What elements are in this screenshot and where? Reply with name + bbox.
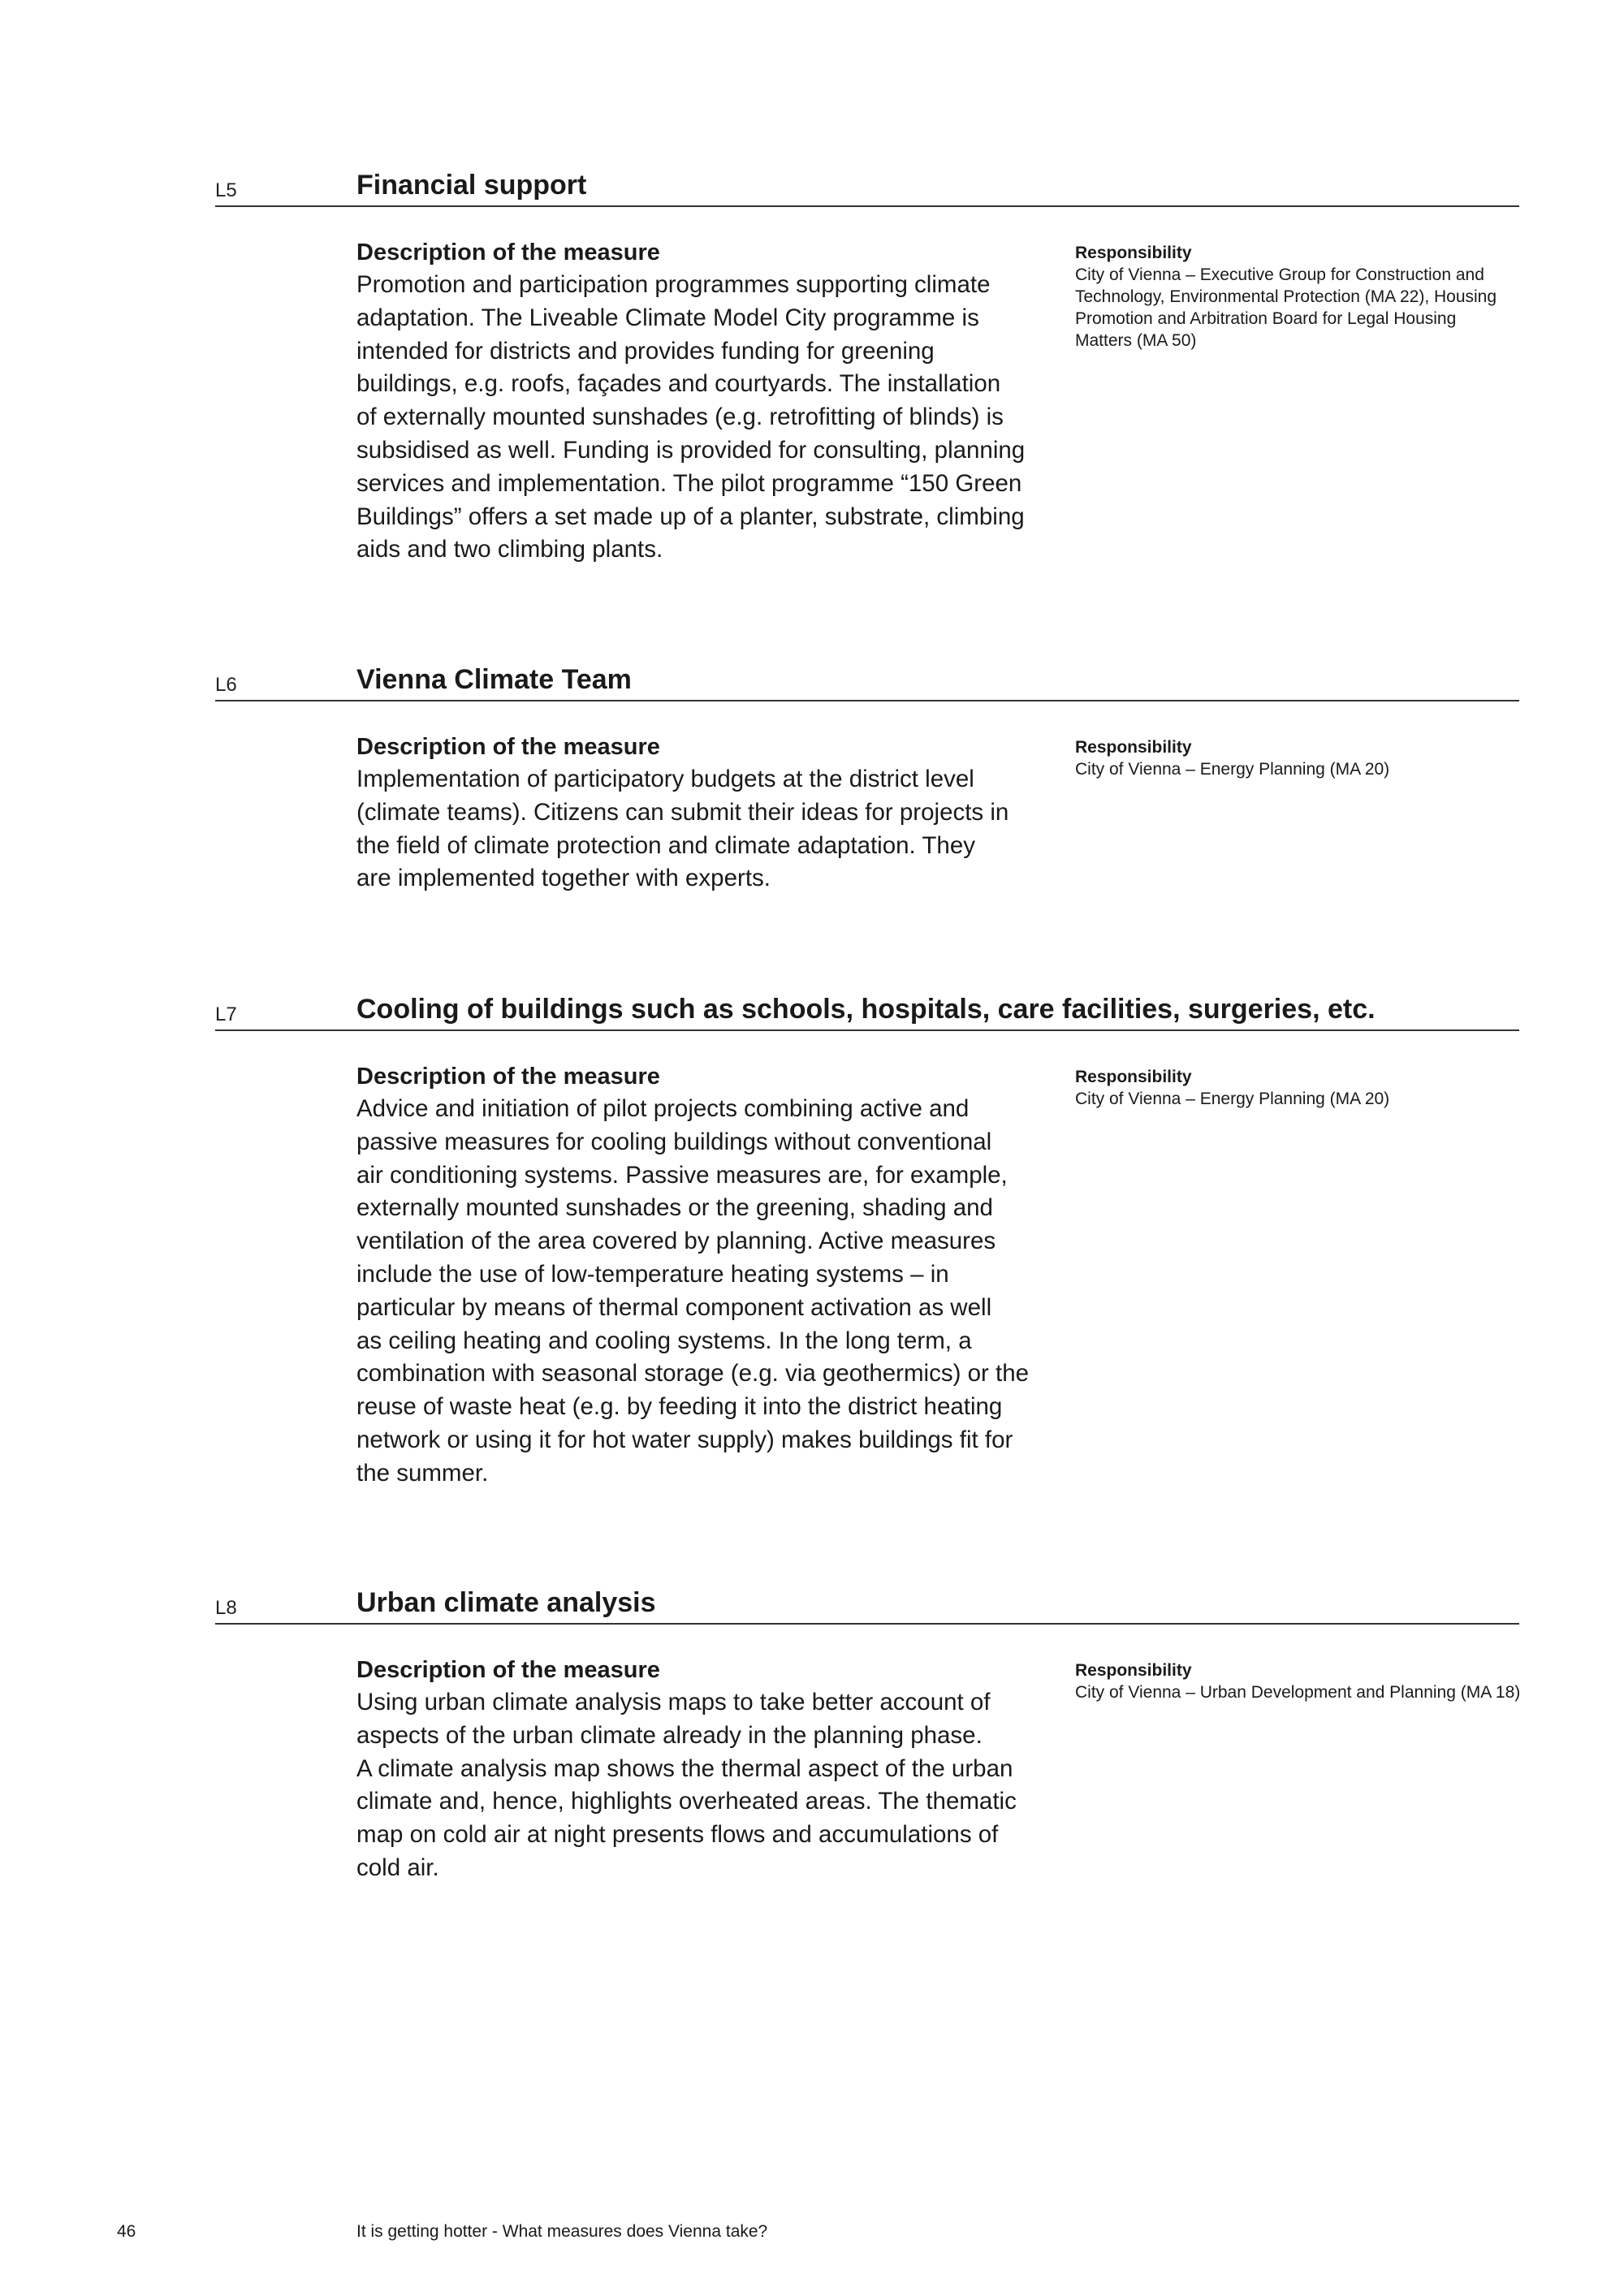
responsibility-text: City of Vienna – Executive Group for Construction and Technology, Environmental Protection (MA 22), Housing Promotion and Arbitration Board for Legal Housing Matters (MA 50): [1075, 265, 1497, 350]
responsibility-block: [1075, 242, 1530, 352]
page-number: 46: [117, 2222, 136, 2241]
section-divider: [215, 205, 1519, 207]
measure-code: L8: [215, 1597, 237, 1619]
responsibility-heading: Responsibility: [1075, 1068, 1192, 1086]
description-heading: Description of the measure: [356, 1064, 660, 1090]
responsibility-heading: Responsibility: [1075, 1661, 1192, 1680]
running-title: It is getting hotter - What measures does Vienna take?: [356, 2222, 768, 2241]
description-block: [356, 1060, 1039, 1491]
description-text: Implementation of participatory budgets at the district level (climate teams). Citizens can submit their ideas for projects in the field of climate protection and climate adaptation. They are implemented together with experts.: [356, 766, 1009, 892]
responsibility-block: [1075, 1659, 1530, 1703]
description-text: Promotion and participation programmes supporting climate adaptation. The Liveable Climate Model City programme is intended for districts and provides funding for greening buildings, e.g. roofs, façades and courtyards. The installation of externally mounted sunshades (e.g. retrofitting of blinds) is subsidised as well. Funding is provided for consulting, planning services and implementation. The pilot programme “150 Green Buildings” offers a set made up of a planter, substrate, climbing aids and two climbing plants.: [356, 271, 1026, 563]
description-text: Using urban climate analysis maps to take better account of aspects of the urban climate already in the planning phase. A climate analysis map shows the thermal aspect of the urban climate and, hence, highlights overheated areas. The thematic map on cold air at night presents flows and accumulations of cold air.: [356, 1689, 1017, 1881]
measure-title: Vienna Climate Team: [356, 664, 632, 695]
responsibility-block: [1075, 736, 1530, 780]
responsibility-heading: Responsibility: [1075, 738, 1192, 757]
description-block: [356, 1654, 1039, 1885]
measure-code: L5: [215, 179, 237, 201]
measure-code: L7: [215, 1003, 237, 1025]
measure-code: L6: [215, 674, 237, 696]
description-heading: Description of the measure: [356, 734, 660, 760]
description-block: [356, 236, 1039, 567]
measure-title: Financial support: [356, 170, 587, 201]
responsibility-text: City of Vienna – Urban Development and Planning (MA 18): [1075, 1683, 1521, 1702]
responsibility-block: [1075, 1066, 1530, 1110]
description-heading: Description of the measure: [356, 1657, 660, 1683]
responsibility-heading: Responsibility: [1075, 244, 1192, 262]
section-divider: [215, 1623, 1519, 1625]
measure-title: Urban climate analysis: [356, 1587, 656, 1618]
description-heading: Description of the measure: [356, 240, 660, 265]
measure-title: Cooling of buildings such as schools, hospitals, care facilities, surgeries, etc.: [356, 994, 1376, 1025]
section-divider: [215, 700, 1519, 701]
responsibility-text: City of Vienna – Energy Planning (MA 20): [1075, 760, 1390, 779]
responsibility-text: City of Vienna – Energy Planning (MA 20): [1075, 1090, 1390, 1108]
section-divider: [215, 1029, 1519, 1031]
description-block: [356, 731, 1039, 896]
description-text: Advice and initiation of pilot projects combining active and passive measures for cooling buildings without conventional air conditioning systems. Passive measures are, for example, externally mounted sunshades or the greening, shading and ventilation of the area covered by planning. Active measures include the use of low-temperature heating systems – in particular by means of thermal component activation as well as ceiling heating and cooling systems. In the long term, a combination with seasonal storage (e.g. via geothermics) or the reuse of waste heat (e.g. by feeding it into the district heating network or using it for hot water supply) makes buildings fit for the summer.: [356, 1095, 1030, 1487]
